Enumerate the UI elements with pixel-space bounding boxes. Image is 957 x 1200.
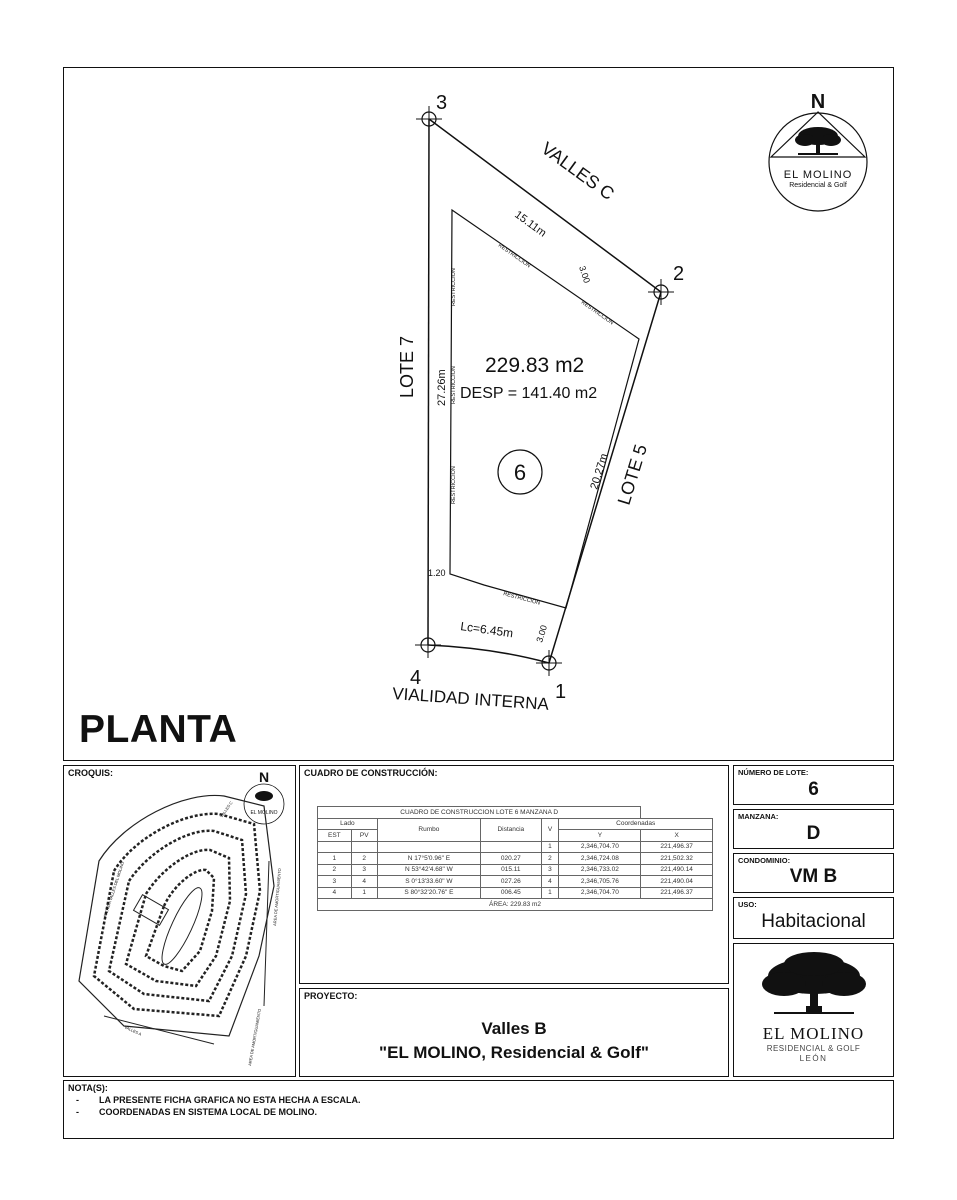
condominio-label: CONDOMINIO: [738, 856, 791, 865]
cell-distancia: 027.26 [481, 876, 542, 888]
croquis-tree-icon [255, 791, 273, 801]
manzana-value: D [806, 823, 821, 844]
header-est: EST [318, 830, 352, 842]
plan-panel [63, 67, 894, 761]
croquis-logo-name: EL MOLINO [250, 810, 278, 816]
table-row [318, 864, 713, 876]
proyecto-panel [299, 988, 729, 1077]
cell-v: 4 [541, 876, 559, 888]
cell-distancia: 020.27 [481, 853, 542, 865]
lot-desp: DESP = 141.40 m2 [460, 385, 598, 402]
vertex-label-2: 2 [673, 263, 685, 285]
plan-title: PLANTA [79, 708, 238, 751]
cell-pv: 1 [351, 887, 377, 899]
header-lado: Lado [318, 818, 378, 830]
header-v: V [541, 818, 559, 841]
vertex-label-1: 1 [555, 681, 567, 703]
cell-y: 2,346,704.70 [559, 841, 641, 853]
brand-sub: RESIDENCIAL & GOLF [766, 1044, 861, 1053]
table-row [318, 887, 713, 899]
header-coordenadas: Coordenadas [559, 818, 713, 830]
lot-boundary-left [428, 119, 429, 645]
table-row [318, 876, 713, 888]
cuadro-title: CUADRO DE CONSTRUCCIÓN: [304, 768, 438, 778]
note-text: LA PRESENTE FICHA GRAFICA NO ESTA HECHA A ESCALA. [99, 1095, 361, 1105]
right-neighbor-label: LOTE 5 [613, 442, 651, 508]
dim-arc: Lc=6.45m [459, 619, 515, 641]
lote-label: NÚMERO DE LOTE: [738, 768, 809, 777]
croquis-panel [63, 765, 296, 1077]
croquis-north: N [258, 769, 270, 785]
cell-x: 221,496.37 [641, 841, 713, 853]
vertex-marker-2 [648, 279, 674, 305]
cell-rumbo: N 17°5'0.96" E [377, 853, 480, 865]
north-logo-name: EL MOLINO [783, 169, 853, 181]
setback-left: 1.20 [428, 568, 446, 578]
dim-top: 15.11m [512, 208, 549, 240]
setback-top: 3.00 [577, 264, 593, 285]
croquis-logo-circle [244, 784, 284, 824]
header-x: X [641, 830, 713, 842]
restriction-label-bottom: RESTRICCION [502, 591, 541, 607]
cell-y: 2,346,704.70 [559, 887, 641, 899]
setback-bottom: 3.00 [534, 623, 550, 644]
brand-box [733, 943, 894, 1077]
proyecto-line-2: "EL MOLINO, Residencial & Golf" [379, 1043, 649, 1062]
croquis-title: CROQUIS: [68, 768, 113, 778]
lot-area: 229.83 m2 [485, 354, 585, 377]
table-area: ÁREA: 229.83 m2 [318, 899, 713, 911]
condominio-value: VM B [789, 866, 838, 887]
cell-y: 2,346,705.76 [559, 876, 641, 888]
cell-x: 221,490.04 [641, 876, 713, 888]
header-distancia: Distancia [481, 818, 542, 841]
lot-boundary-arc [428, 645, 549, 663]
note-bullet: - [76, 1095, 79, 1105]
cell-distancia: 006.45 [481, 887, 542, 899]
note-item [76, 1095, 361, 1105]
vertex-label-3: 3 [436, 92, 448, 114]
cell-v: 3 [541, 864, 559, 876]
croquis-street-4: AREA DE AMORTIGUAMIENTO [272, 867, 283, 927]
table-row [318, 853, 713, 865]
cuadro-panel [299, 765, 729, 984]
notas-label: NOTA(S): [68, 1083, 108, 1093]
proyecto-line-1: Valles B [481, 1019, 547, 1038]
restriction-polygon [450, 210, 639, 608]
lote-box [733, 765, 894, 805]
restriction-label-left-1: RESTRICCION [451, 268, 457, 306]
cell-y: 2,346,733.02 [559, 864, 641, 876]
street-bottom-label: VIALIDAD INTERNA [391, 684, 550, 714]
lote-value: 6 [808, 779, 819, 800]
restriction-label-right: RESTRICCION [579, 299, 615, 327]
note-bullet: - [76, 1107, 79, 1117]
cell-distancia: 015.11 [481, 864, 542, 876]
cell-pv: 4 [351, 876, 377, 888]
brand-name: EL MOLINO [762, 1024, 865, 1043]
lot-number: 6 [513, 460, 527, 485]
vertex-label-4: 4 [410, 667, 422, 689]
cell-x: 221,496.37 [641, 887, 713, 899]
condominio-box [733, 853, 894, 893]
left-neighbor-label: LOTE 7 [397, 335, 417, 398]
restriction-label-top: RESTRICCION [496, 242, 532, 270]
cell-est: 4 [318, 887, 352, 899]
uso-label: USO: [738, 900, 757, 909]
croquis-street-5: AREA DE AMORTIGUAMIENTO [247, 1008, 263, 1067]
site-plan [79, 795, 274, 1044]
construction-table [317, 806, 713, 911]
croquis-street-1: AVENIDA VALLES DEL MOLINO [102, 861, 126, 919]
brand-tree-icon [734, 948, 895, 1028]
cell-pv: 2 [351, 853, 377, 865]
cell-x: 221,502.32 [641, 853, 713, 865]
manzana-box [733, 809, 894, 849]
cell-v: 2 [541, 853, 559, 865]
dim-left: 27.26m [436, 369, 448, 406]
cell-rumbo: S 80°32'20.76" E [377, 887, 480, 899]
cell-y: 2,346,724.08 [559, 853, 641, 865]
manzana-label: MANZANA: [738, 812, 779, 821]
cell-rumbo: S 0°13'33.60" W [377, 876, 480, 888]
plan-drawing [64, 68, 895, 762]
table-title: CUADRO DE CONSTRUCCION LOTE 6 MANZANA D [318, 807, 641, 819]
north-logo-sub: Residencial & Golf [789, 182, 847, 189]
north-triangle-logo [769, 112, 867, 211]
note-text: COORDENADAS EN SISTEMA LOCAL DE MOLINO. [99, 1107, 318, 1117]
restriction-label-left-3: RESTRICCION [451, 466, 457, 504]
north-label: N [810, 91, 826, 113]
brand-city: LEÓN [799, 1054, 828, 1063]
cell-est: 3 [318, 876, 352, 888]
cell-v: 1 [541, 841, 559, 853]
header-pv: PV [351, 830, 377, 842]
vertex-marker-4 [415, 632, 441, 658]
croquis-street-2: VALLES C [218, 800, 234, 819]
cell-est: 1 [318, 853, 352, 865]
dim-right: 20.27m [588, 452, 611, 491]
notas-panel [63, 1080, 894, 1139]
uso-value: Habitacional [761, 911, 866, 932]
note-item [76, 1107, 361, 1117]
cell-v: 1 [541, 887, 559, 899]
street-top-label: VALLES C [537, 138, 618, 205]
croquis-street-3: VALLES A [123, 1024, 143, 1037]
uso-box [733, 897, 894, 939]
croquis-map [64, 766, 297, 1078]
proyecto-label: PROYECTO: [304, 991, 358, 1001]
cell-rumbo: N 53°42'4.68" W [377, 864, 480, 876]
cell-est: 2 [318, 864, 352, 876]
restriction-label-left-2: RESTRICCION [451, 366, 457, 404]
table-row [318, 841, 713, 853]
tree-icon [795, 127, 841, 155]
header-rumbo: Rumbo [377, 818, 480, 841]
cell-x: 221,490.14 [641, 864, 713, 876]
vertex-marker-1 [536, 650, 562, 676]
cell-pv: 3 [351, 864, 377, 876]
header-y: Y [559, 830, 641, 842]
